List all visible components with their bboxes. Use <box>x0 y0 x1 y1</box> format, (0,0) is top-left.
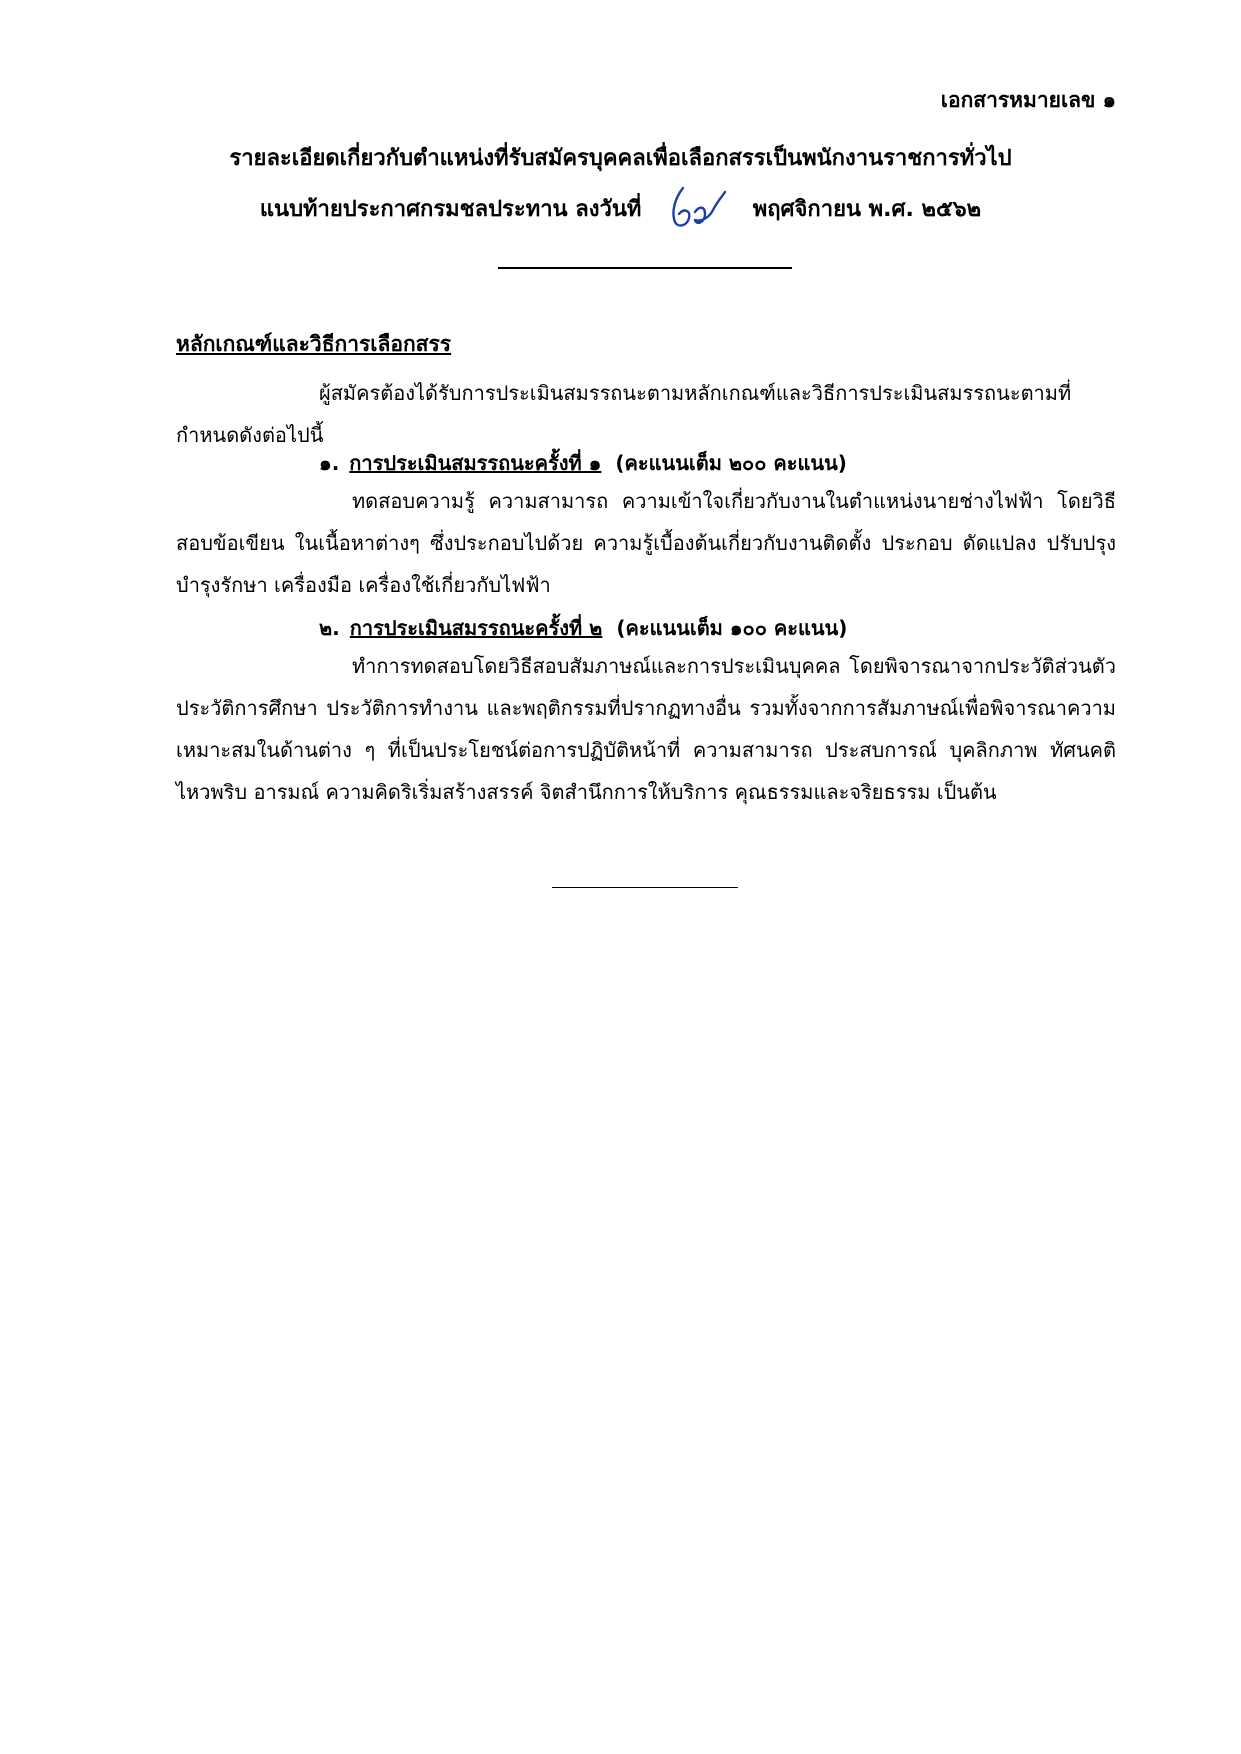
intro-paragraph: ผู้สมัครต้องได้รับการประเมินสมรรถนะตามหลักเกณฑ์และวิธีการประเมินสมรรถนะตามที่กำหนดดังต่อไปนี้ <box>176 381 1072 447</box>
assessment-2-number: ๒. <box>319 616 340 640</box>
handwritten-date <box>657 190 737 230</box>
assessment-2-score: (คะแนนเต็ม ๑๐๐ คะแนน) <box>616 616 848 640</box>
assessment-2-heading <box>319 612 847 644</box>
assessment-1-score: (คะแนนเต็ม ๒๐๐ คะแนน) <box>615 451 847 475</box>
assessment-1-heading <box>319 447 847 479</box>
document-number: เอกสารหมายเลข ๑ <box>940 88 1116 112</box>
end-divider <box>552 887 738 888</box>
assessment-2-description: ทำการทดสอบโดยวิธีสอบสัมภาษณ์และการประเมินบุคคล โดยพิจารณาจากประวัติส่วนตัว ประวัติการศึกษา ประวัติการทำงาน และพฤติกรรมที่ปรากฏทางอื่น รวมทั้งจากการสัมภาษณ์เพื่อพิจารณาความเหมาะสมในด้านต่าง ๆ ที่เป็นประโยชน์ต่อการปฏิบัติหน้าที่ ความสามารถ ประสบการณ์ บุคลิกภาพ ทัศนคติ ไหวพริบ อารมณ์ ความคิดริเริ่มสร้างสรรค์ จิตสำนึกการให้บริการ คุณธรรมและจริยธรรม เป็นต้น <box>176 654 1116 804</box>
assessment-1-description: ทดสอบความรู้ ความสามารถ ความเข้าใจเกี่ยวกับงานในตำแหน่งนายช่างไฟฟ้า โดยวิธีสอบข้อเขียน ในเนื้อหาต่างๆ ซึ่งประกอบไปด้วย ความรู้เบื้องต้นเกี่ยวกับงานติดตั้ง ประกอบ ดัดแปลง ปรับปรุงบำรุงรักษา เครื่องมือ เครื่องใช้เกี่ยวกับไฟฟ้า <box>176 489 1116 597</box>
assessment-2-title: การประเมินสมรรถนะครั้งที่ ๒ <box>349 616 603 640</box>
assessment-1-title: การประเมินสมรรถนะครั้งที่ ๑ <box>349 451 602 475</box>
subtitle-prefix: แนบท้ายประกาศกรมชลประทาน ลงวันที่ <box>259 197 642 222</box>
section-heading: หลักเกณฑ์และวิธีการเลือกสรร <box>176 332 452 356</box>
subtitle-suffix: พฤศจิกายน พ.ศ. ๒๕๖๒ <box>752 197 982 222</box>
title-divider <box>498 267 792 269</box>
assessment-1-number: ๑. <box>319 451 340 475</box>
document-title: รายละเอียดเกี่ยวกับตำแหน่งที่รับสมัครบุคคลเพื่อเลือกสรรเป็นพนักงานราชการทั่วไป <box>229 146 1012 171</box>
document-subtitle <box>0 190 1241 230</box>
